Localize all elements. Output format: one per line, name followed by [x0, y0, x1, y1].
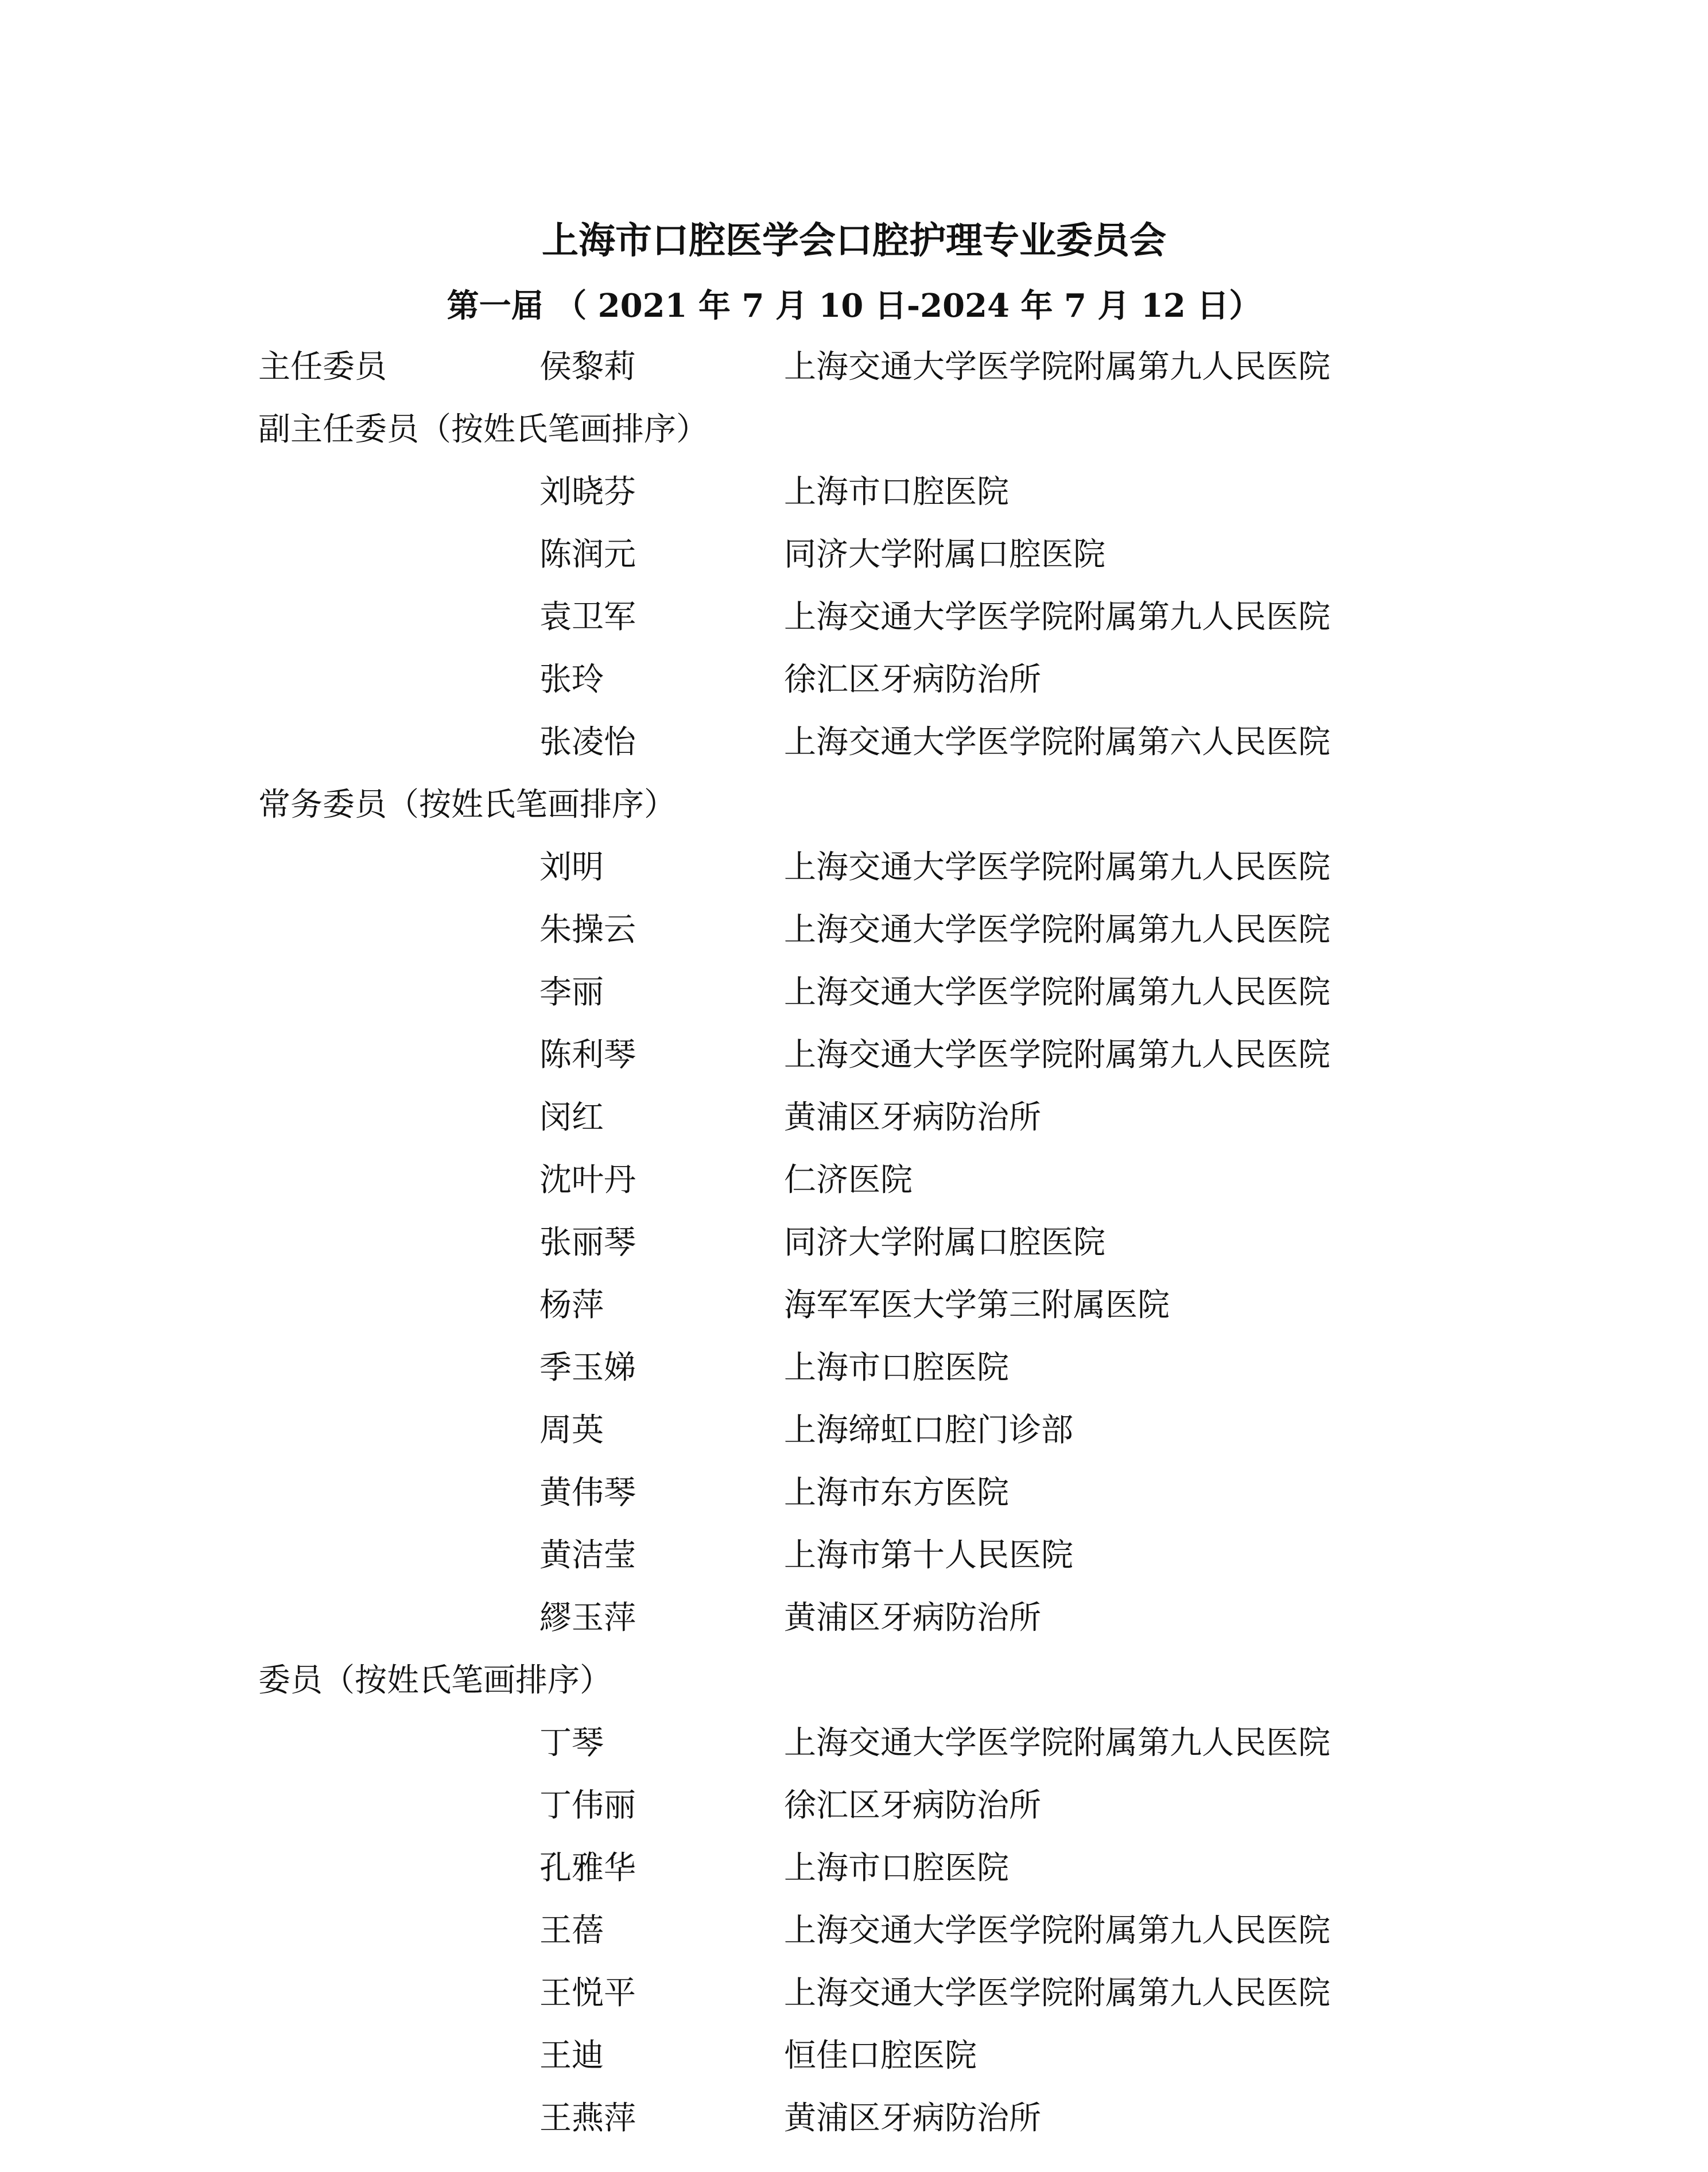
member-row — [258, 2096, 1521, 2158]
member-organization: 黄浦区牙病防治所 — [784, 2100, 1041, 2137]
section-label: 副主任委员（按姓氏笔画排序） — [258, 411, 708, 448]
member-row — [258, 1845, 1521, 1908]
member-name: 李丽 — [539, 974, 604, 1011]
member-list — [258, 344, 1521, 2158]
member-organization: 徐汇区牙病防治所 — [784, 661, 1041, 698]
member-row — [258, 1533, 1521, 1595]
member-name: 丁伟丽 — [539, 1787, 636, 1824]
member-name: 王蓓 — [539, 1912, 604, 1949]
member-name: 闵红 — [539, 1099, 604, 1136]
member-name: 黄洁莹 — [539, 1537, 636, 1574]
member-name: 王迪 — [539, 2037, 604, 2074]
document-subtitle: 第一届 （ 2021 年 7 月 10 日-2024 年 7 月 12 日） — [447, 287, 1261, 325]
section-label: 常务委员（按姓氏笔画排序） — [258, 786, 676, 823]
member-organization: 黄浦区牙病防治所 — [784, 1099, 1041, 1136]
member-organization: 上海交通大学医学院附属第九人民医院 — [784, 1036, 1330, 1074]
section-header-row — [258, 407, 1521, 469]
member-name: 季玉娣 — [539, 1349, 636, 1386]
member-name: 陈利琴 — [539, 1036, 636, 1074]
member-organization: 上海交通大学医学院附属第九人民医院 — [784, 911, 1330, 949]
member-row — [258, 595, 1521, 657]
member-organization: 上海交通大学医学院附属第九人民医院 — [784, 974, 1330, 1011]
member-row — [258, 532, 1521, 595]
member-organization: 上海交通大学医学院附属第九人民医院 — [784, 849, 1330, 886]
member-name: 陈润元 — [539, 536, 636, 573]
member-name: 王悦平 — [539, 1975, 636, 2012]
member-name: 侯黎莉 — [539, 348, 636, 386]
member-name: 杨萍 — [539, 1287, 604, 1324]
member-name: 袁卫军 — [539, 599, 636, 636]
section-header-row — [258, 1658, 1521, 1720]
member-organization: 上海交通大学医学院附属第九人民医院 — [784, 348, 1330, 386]
member-row — [258, 1345, 1521, 1408]
member-organization: 徐汇区牙病防治所 — [784, 1787, 1041, 1824]
member-organization: 仁济医院 — [784, 1161, 913, 1199]
member-name: 王燕萍 — [539, 2100, 636, 2137]
member-organization: 上海市第十人民医院 — [784, 1537, 1073, 1574]
member-row — [258, 1595, 1521, 1658]
document-title: 上海市口腔医学会口腔护理专业委员会 — [542, 219, 1166, 262]
member-row — [258, 1032, 1521, 1095]
member-row — [258, 720, 1521, 782]
member-name: 丁琴 — [539, 1724, 604, 1762]
member-row — [258, 845, 1521, 907]
member-row — [258, 1908, 1521, 1971]
member-name: 孔雅华 — [539, 1849, 636, 1887]
member-organization: 上海缔虹口腔门诊部 — [784, 1412, 1073, 1449]
member-organization: 上海交通大学医学院附属第九人民医院 — [784, 599, 1330, 636]
member-name: 朱操云 — [539, 911, 636, 949]
member-row — [258, 1783, 1521, 1845]
member-organization: 上海交通大学医学院附属第九人民医院 — [784, 1912, 1330, 1949]
member-name: 张丽琴 — [539, 1224, 636, 1261]
member-name: 繆玉萍 — [539, 1599, 636, 1637]
section-header-row — [258, 782, 1521, 845]
member-name: 张玲 — [539, 661, 604, 698]
section-label: 主任委员 — [258, 348, 387, 386]
member-organization: 上海市口腔医院 — [784, 473, 1009, 511]
member-name: 刘晓芬 — [539, 473, 636, 511]
member-row — [258, 1157, 1521, 1220]
member-row — [258, 1095, 1521, 1157]
member-row — [258, 2033, 1521, 2096]
member-name: 黄伟琴 — [539, 1474, 636, 1512]
section-label: 委员（按姓氏笔画排序） — [258, 1662, 612, 1699]
member-organization: 上海市东方医院 — [784, 1474, 1009, 1512]
member-organization: 上海交通大学医学院附属第九人民医院 — [784, 1724, 1330, 1762]
member-organization: 上海市口腔医院 — [784, 1849, 1009, 1887]
member-row — [258, 1220, 1521, 1283]
member-row — [258, 1720, 1521, 1783]
member-row — [258, 1971, 1521, 2033]
member-organization: 上海市口腔医院 — [784, 1349, 1009, 1386]
member-organization: 同济大学附属口腔医院 — [784, 536, 1105, 573]
member-row — [258, 657, 1521, 720]
member-name: 刘明 — [539, 849, 604, 886]
member-organization: 同济大学附属口腔医院 — [784, 1224, 1105, 1261]
member-name: 周英 — [539, 1412, 604, 1449]
member-organization: 上海交通大学医学院附属第六人民医院 — [784, 724, 1330, 761]
member-row — [258, 1470, 1521, 1533]
section-header-row — [258, 344, 1521, 407]
member-organization: 海军军医大学第三附属医院 — [784, 1287, 1170, 1324]
member-name: 张凌怡 — [539, 724, 636, 761]
member-row — [258, 469, 1521, 532]
member-row — [258, 907, 1521, 970]
member-name: 沈叶丹 — [539, 1161, 636, 1199]
member-row — [258, 970, 1521, 1032]
member-organization: 黄浦区牙病防治所 — [784, 1599, 1041, 1637]
member-row — [258, 1408, 1521, 1470]
member-organization: 上海交通大学医学院附属第九人民医院 — [784, 1975, 1330, 2012]
member-organization: 恒佳口腔医院 — [784, 2037, 977, 2074]
member-row — [258, 1283, 1521, 1345]
